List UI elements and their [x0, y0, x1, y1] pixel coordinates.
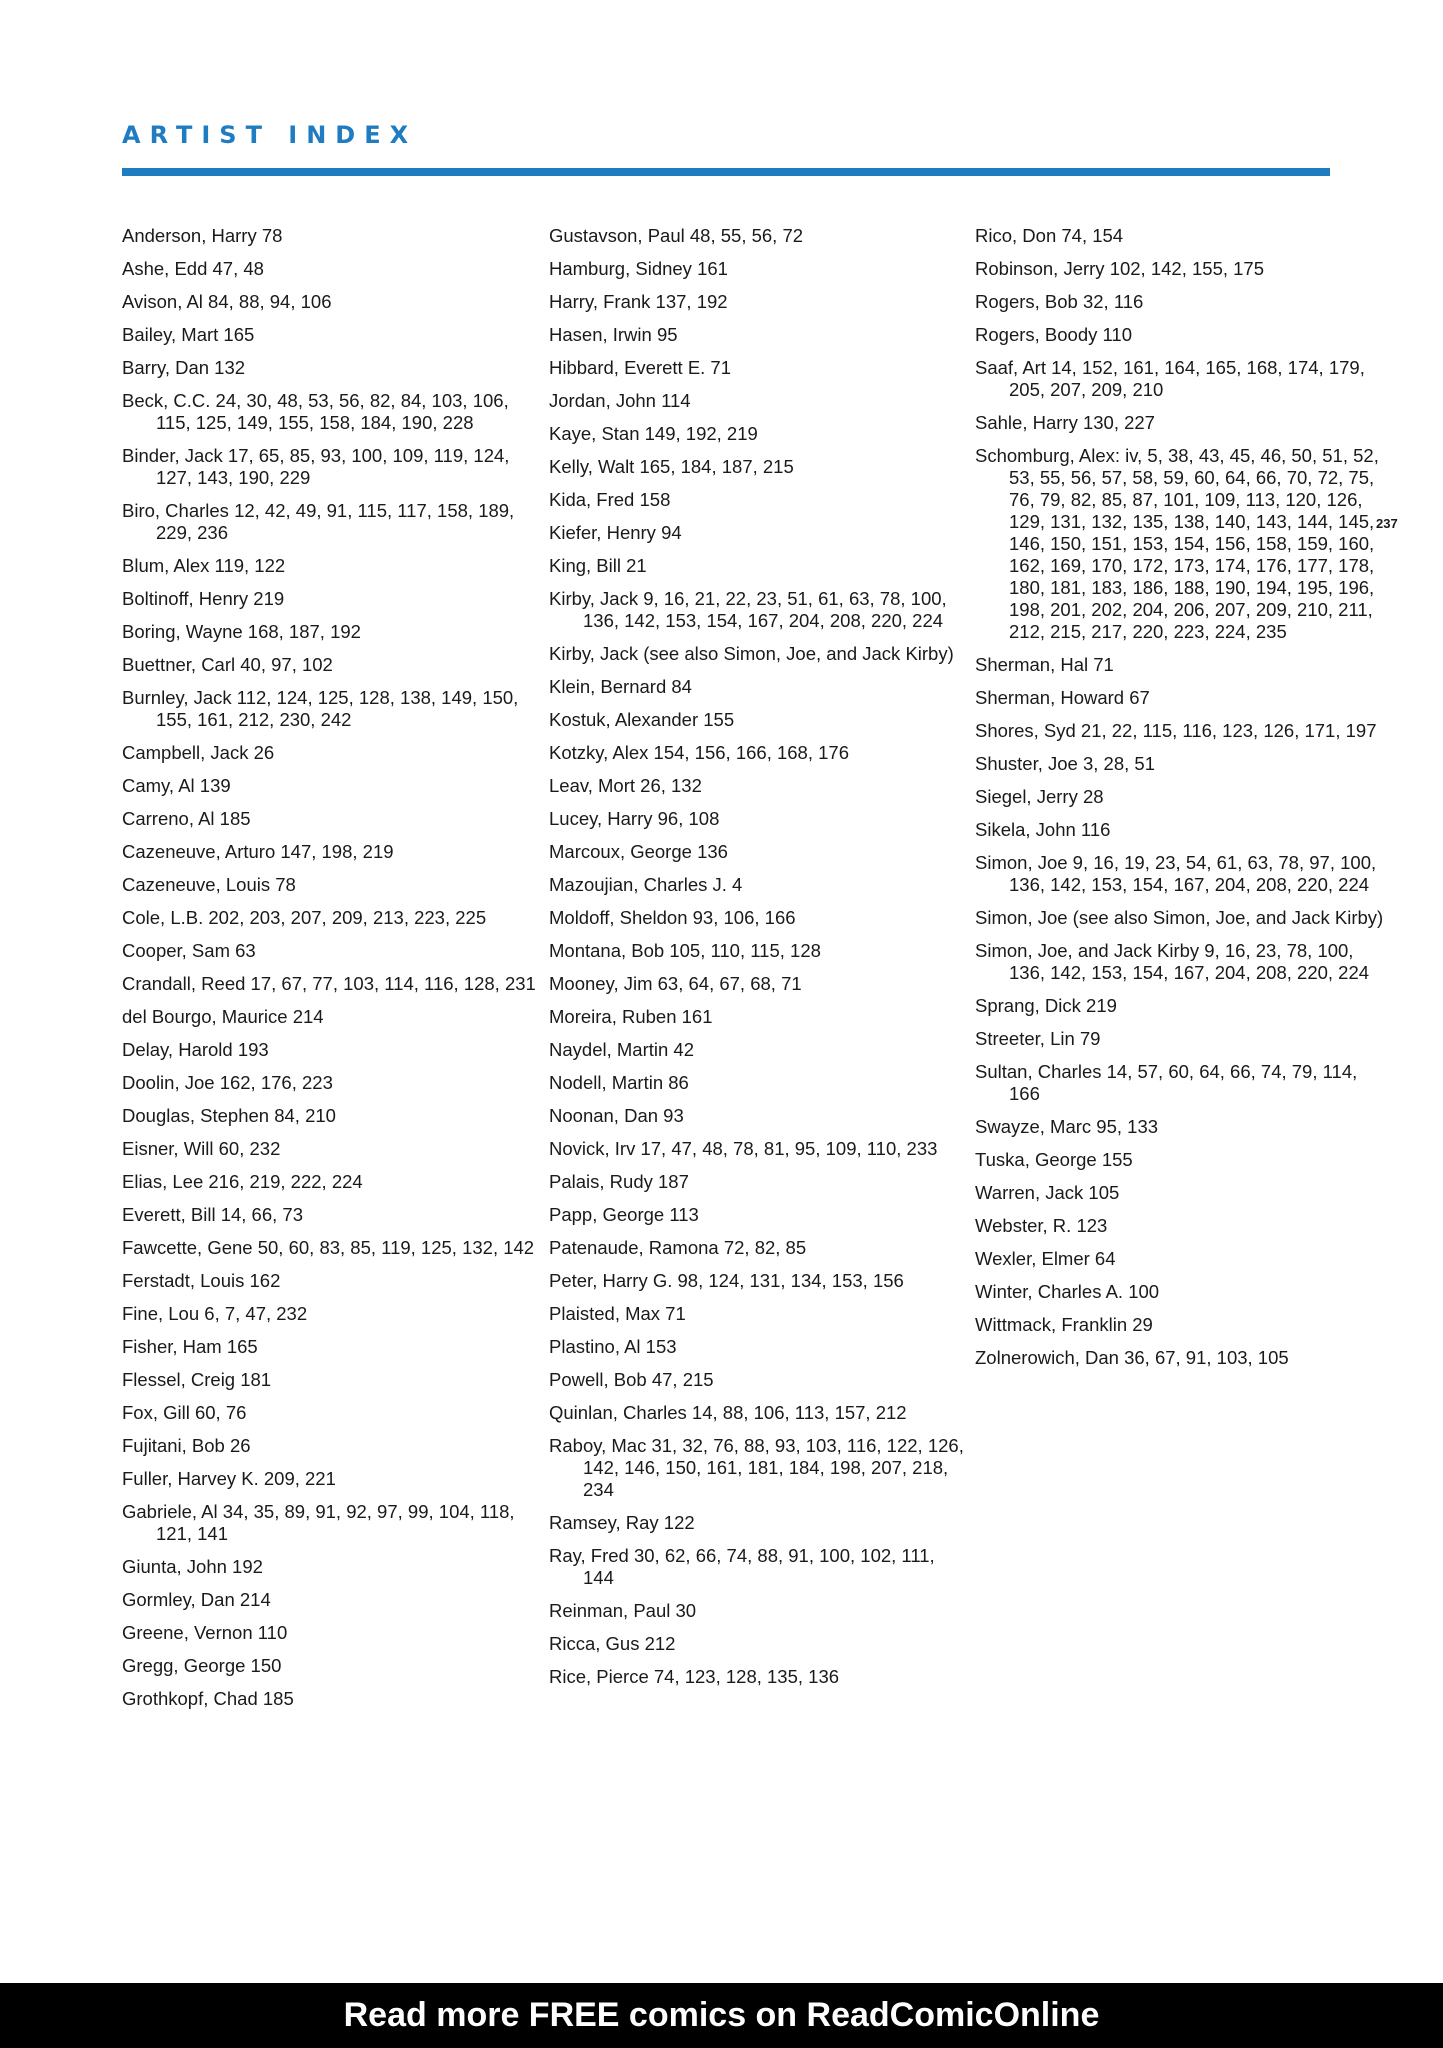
index-entry: Fujitani, Bob 26 — [122, 1435, 251, 1456]
index-entry: Biro, Charles 12, 42, 49, 91, 115, 117, 158, 189, 229, 236 — [122, 500, 515, 543]
index-entry: Plastino, Al 153 — [549, 1336, 677, 1357]
index-entry: Fawcette, Gene 50, 60, 83, 85, 119, 125, 132, 142 — [122, 1237, 535, 1258]
index-entry: Sprang, Dick 219 — [975, 995, 1117, 1016]
index-entry: Greene, Vernon 110 — [122, 1622, 288, 1643]
index-entry: Harry, Frank 137, 192 — [549, 291, 728, 312]
index-entry: Montana, Bob 105, 110, 115, 128 — [549, 940, 821, 961]
index-entry: Hasen, Irwin 95 — [549, 324, 678, 345]
index-entry: Reinman, Paul 30 — [549, 1600, 697, 1621]
index-entry: Saaf, Art 14, 152, 161, 164, 165, 168, 174, 179, 205, 207, 209, 210 — [975, 357, 1365, 400]
index-entry: Rogers, Boody 110 — [975, 324, 1133, 345]
index-entry: Powell, Bob 47, 215 — [549, 1369, 714, 1390]
index-entry: Camy, Al 139 — [122, 775, 231, 796]
page-number: 237 — [1376, 516, 1398, 531]
index-entry: Ashe, Edd 47, 48 — [122, 258, 264, 279]
index-entry: Streeter, Lin 79 — [975, 1028, 1101, 1049]
index-entry: Gregg, George 150 — [122, 1655, 282, 1676]
index-entry: Palais, Rudy 187 — [549, 1171, 689, 1192]
index-column-1 — [122, 225, 537, 1721]
index-entry: Kelly, Walt 165, 184, 187, 215 — [549, 456, 794, 477]
index-entry: Ramsey, Ray 122 — [549, 1512, 695, 1533]
index-entry: Gabriele, Al 34, 35, 89, 91, 92, 97, 99, 104, 118, 121, 141 — [122, 1501, 515, 1544]
index-entry: Mazoujian, Charles J. 4 — [549, 874, 743, 895]
index-entry: Papp, George 113 — [549, 1204, 699, 1225]
index-entry: Novick, Irv 17, 47, 48, 78, 81, 95, 109, 110, 233 — [549, 1138, 938, 1159]
index-entry: Crandall, Reed 17, 67, 77, 103, 114, 116, 128, 231 — [122, 973, 536, 994]
index-entry: Bailey, Mart 165 — [122, 324, 255, 345]
index-entry: Wexler, Elmer 64 — [975, 1248, 1116, 1269]
index-entry: Simon, Joe, and Jack Kirby 9, 16, 23, 78, 100, 136, 142, 153, 154, 167, 204, 208, 220, 224 — [975, 940, 1370, 983]
index-entry: Rogers, Bob 32, 116 — [975, 291, 1144, 312]
index-entry: Hamburg, Sidney 161 — [549, 258, 728, 279]
index-entry: Kotzky, Alex 154, 156, 166, 168, 176 — [549, 742, 849, 763]
index-entry: Ricca, Gus 212 — [549, 1633, 676, 1654]
index-entry: Sultan, Charles 14, 57, 60, 64, 66, 74, 79, 114, 166 — [975, 1061, 1358, 1104]
index-entry: Doolin, Joe 162, 176, 223 — [122, 1072, 333, 1093]
index-entry: Carreno, Al 185 — [122, 808, 251, 829]
index-entry: Ray, Fred 30, 62, 66, 74, 88, 91, 100, 102, 111, 144 — [549, 1545, 935, 1588]
index-entry: Siegel, Jerry 28 — [975, 786, 1104, 807]
index-entry: Delay, Harold 193 — [122, 1039, 269, 1060]
page-title: ARTIST INDEX — [122, 121, 418, 149]
index-entry: Warren, Jack 105 — [975, 1182, 1120, 1203]
index-entry: Sherman, Hal 71 — [975, 654, 1114, 675]
index-entry: Flessel, Creig 181 — [122, 1369, 272, 1390]
index-entry: Kirby, Jack (see also Simon, Joe, and Jack Kirby) — [549, 643, 954, 664]
index-entry: Blum, Alex 119, 122 — [122, 555, 286, 576]
index-entry: del Bourgo, Maurice 214 — [122, 1006, 324, 1027]
index-entry: Peter, Harry G. 98, 124, 131, 134, 153, 156 — [549, 1270, 904, 1291]
index-entry: Ferstadt, Louis 162 — [122, 1270, 281, 1291]
index-entry: Elias, Lee 216, 219, 222, 224 — [122, 1171, 363, 1192]
index-entry: Fox, Gill 60, 76 — [122, 1402, 247, 1423]
index-entry: Burnley, Jack 112, 124, 125, 128, 138, 149, 150, 155, 161, 212, 230, 242 — [122, 687, 519, 730]
index-entry: Grothkopf, Chad 185 — [122, 1688, 294, 1709]
index-entry: Schomburg, Alex: iv, 5, 38, 43, 45, 46, 50, 51, 52, 53, 55, 56, 57, 58, 59, 60, 64, 66, 70, 72, 75, 76, 79, 82, 85, 87, 101, 109, 113, 120, 126, 129, 131, 132, 135, 138, 140, 143, 144, 145, 146, 150, 151, 153, 154, 156, 158, 159, 160, 162, 169, 170, 172, 173, 174, 176, 177, 178, 180, 181, 183, 186, 188, 190, 194, 195, 196, 198, 201, 202, 204, 206, 207, 209, 210, 211, 212, 215, 217, 220, 223, 224, 235 — [975, 445, 1379, 642]
index-entry: Swayze, Marc 95, 133 — [975, 1116, 1159, 1137]
index-entry: Shores, Syd 21, 22, 115, 116, 123, 126, 171, 197 — [975, 720, 1377, 741]
index-entry: Naydel, Martin 42 — [549, 1039, 694, 1060]
index-entry: Robinson, Jerry 102, 142, 155, 175 — [975, 258, 1264, 279]
index-entry: Sherman, Howard 67 — [975, 687, 1150, 708]
index-entry: Wittmack, Franklin 29 — [975, 1314, 1153, 1335]
index-entry: Kida, Fred 158 — [549, 489, 671, 510]
index-entry: Kaye, Stan 149, 192, 219 — [549, 423, 758, 444]
index-entry: Zolnerowich, Dan 36, 67, 91, 103, 105 — [975, 1347, 1289, 1368]
index-entry: Tuska, George 155 — [975, 1149, 1133, 1170]
index-entry: Boltinoff, Henry 219 — [122, 588, 285, 609]
index-entry: Kostuk, Alexander 155 — [549, 709, 735, 730]
index-entry: Mooney, Jim 63, 64, 67, 68, 71 — [549, 973, 802, 994]
index-entry: Campbell, Jack 26 — [122, 742, 275, 763]
index-entry: Jordan, John 114 — [549, 390, 691, 411]
index-entry: Giunta, John 192 — [122, 1556, 263, 1577]
index-entry: Quinlan, Charles 14, 88, 106, 113, 157, 212 — [549, 1402, 907, 1423]
index-entry: Lucey, Harry 96, 108 — [549, 808, 720, 829]
index-entry: Eisner, Will 60, 232 — [122, 1138, 281, 1159]
index-entry: Noonan, Dan 93 — [549, 1105, 684, 1126]
index-entry: Hibbard, Everett E. 71 — [549, 357, 732, 378]
index-entry: Anderson, Harry 78 — [122, 225, 283, 246]
index-entry: Webster, R. 123 — [975, 1215, 1108, 1236]
index-entry: Douglas, Stephen 84, 210 — [122, 1105, 336, 1126]
index-entry: Plaisted, Max 71 — [549, 1303, 686, 1324]
footer-banner[interactable]: Read more FREE comics on ReadComicOnline — [0, 1983, 1443, 2048]
index-entry: Klein, Bernard 84 — [549, 676, 692, 697]
index-entry: Gustavson, Paul 48, 55, 56, 72 — [549, 225, 804, 246]
index-entry: Moreira, Ruben 161 — [549, 1006, 713, 1027]
index-entry: Cole, L.B. 202, 203, 207, 209, 213, 223, 225 — [122, 907, 487, 928]
index-entry: Rice, Pierce 74, 123, 128, 135, 136 — [549, 1666, 840, 1687]
index-entry: Kirby, Jack 9, 16, 21, 22, 23, 51, 61, 63, 78, 100, 136, 142, 153, 154, 167, 204, 208, 220, 224 — [549, 588, 947, 631]
index-entry: Shuster, Joe 3, 28, 51 — [975, 753, 1155, 774]
index-entry: Rico, Don 74, 154 — [975, 225, 1124, 246]
index-entry: Avison, Al 84, 88, 94, 106 — [122, 291, 332, 312]
index-entry: Kiefer, Henry 94 — [549, 522, 682, 543]
index-column-2 — [549, 225, 964, 1699]
index-entry: Fine, Lou 6, 7, 47, 232 — [122, 1303, 308, 1324]
index-entry: Everett, Bill 14, 66, 73 — [122, 1204, 303, 1225]
index-entry: Simon, Joe (see also Simon, Joe, and Jack Kirby) — [975, 907, 1384, 928]
index-entry: Simon, Joe 9, 16, 19, 23, 54, 61, 63, 78, 97, 100, 136, 142, 153, 154, 167, 204, 208, 220, 224 — [975, 852, 1377, 895]
index-entry: Barry, Dan 132 — [122, 357, 246, 378]
index-entry: Cazeneuve, Arturo 147, 198, 219 — [122, 841, 394, 862]
index-entry: Cooper, Sam 63 — [122, 940, 256, 961]
index-entry: Fisher, Ham 165 — [122, 1336, 258, 1357]
index-entry: Patenaude, Ramona 72, 82, 85 — [549, 1237, 807, 1258]
index-entry: Buettner, Carl 40, 97, 102 — [122, 654, 333, 675]
index-entry: Gormley, Dan 214 — [122, 1589, 271, 1610]
index-entry: Moldoff, Sheldon 93, 106, 166 — [549, 907, 796, 928]
index-entry: Binder, Jack 17, 65, 85, 93, 100, 109, 119, 124, 127, 143, 190, 229 — [122, 445, 510, 488]
index-column-3 — [975, 225, 1390, 1380]
index-entry: Sahle, Harry 130, 227 — [975, 412, 1155, 433]
index-entry: Cazeneuve, Louis 78 — [122, 874, 296, 895]
index-entry: Winter, Charles A. 100 — [975, 1281, 1160, 1302]
index-entry: Marcoux, George 136 — [549, 841, 728, 862]
title-rule — [122, 168, 1330, 176]
index-entry: Leav, Mort 26, 132 — [549, 775, 702, 796]
index-entry: Nodell, Martin 86 — [549, 1072, 689, 1093]
index-entry: King, Bill 21 — [549, 555, 647, 576]
index-entry: Raboy, Mac 31, 32, 76, 88, 93, 103, 116, 122, 126, 142, 146, 150, 161, 181, 184, 198, 207, 218, 234 — [549, 1435, 964, 1500]
index-entry: Boring, Wayne 168, 187, 192 — [122, 621, 361, 642]
index-entry: Fuller, Harvey K. 209, 221 — [122, 1468, 336, 1489]
index-entry: Beck, C.C. 24, 30, 48, 53, 56, 82, 84, 103, 106, 115, 125, 149, 155, 158, 184, 190, 228 — [122, 390, 509, 433]
index-entry: Sikela, John 116 — [975, 819, 1111, 840]
